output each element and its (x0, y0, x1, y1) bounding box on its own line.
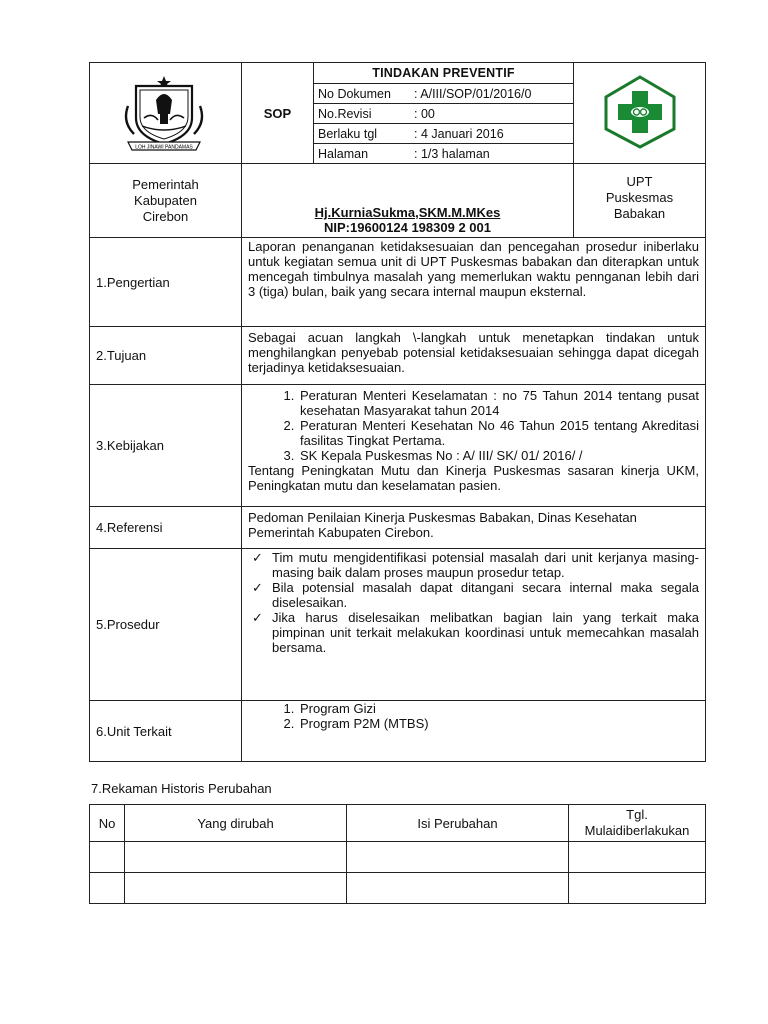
meta-block (314, 63, 574, 164)
signatory-nip: NIP:19600124 198309 2 001 (324, 220, 491, 235)
puskesmas-cross-logo-icon (596, 73, 684, 151)
emblem-motto: LOH JINAWI PANDAMAS (134, 144, 193, 150)
history-section-title: 7.Rekaman Historis Perubahan (91, 781, 272, 796)
list-item: 1. Program Gizi (298, 701, 699, 716)
signatory-block (242, 164, 574, 238)
unit-terkait-list (248, 701, 699, 731)
meta-row-revisi: No.Revisi : 00 (314, 104, 573, 124)
referensi-text: Pedoman Penilaian Kinerja Puskesmas Babakan, Dinas Kesehatan Pemerintah Kabupaten Cirebon. (242, 507, 706, 549)
table-row (90, 873, 706, 904)
meta-row-berlaku: Berlaku tgl : 4 Januari 2016 (314, 124, 573, 144)
table-row (90, 842, 706, 873)
checkmark-icon: ✓ (252, 580, 263, 595)
unit-terkait-label: 6.Unit Terkait (90, 701, 242, 762)
kebijakan-tail: Tentang Peningkatan Mutu dan Kinerja Puskesmas sasaran kinerja UKM, Peningkatan mutu dan keselamatan pasien. (248, 463, 699, 493)
sop-label: SOP (242, 63, 314, 164)
list-item: 2. Program P2M (MTBS) (298, 716, 699, 731)
kebijakan-list (248, 388, 699, 463)
tujuan-text: Sebagai acuan langkah \-langkah untuk menetapkan tindakan untuk menghilangkan penyebab potensial ketidaksesuaian sehingga dapat dicegah terjadinya ketidaksesuaian. (242, 327, 706, 385)
list-item: 1. Peraturan Menteri Keselamatan : no 75 Tahun 2014 tentang pusat kesehatan Masyarakat tahun 2014 (298, 388, 699, 418)
meta-row-dokumen: No Dokumen : A/III/SOP/01/2016/0 (314, 84, 573, 104)
list-item: ✓ Tim mutu mengidentifikasi potensial masalah dari unit kerjanya masing-masing baik dalam proses maupun prosedur tetap. (252, 550, 699, 580)
list-item: ✓ Bila potensial masalah dapat ditangani secara internal maka segala diselesaikan. (252, 580, 699, 610)
sop-document-table (89, 62, 706, 762)
history-table (89, 804, 706, 904)
meta-row-halaman: Halaman : 1/3 halaman (314, 144, 573, 164)
issuer-org: Pemerintah Kabupaten Cirebon (90, 164, 242, 238)
pengertian-text: Laporan penanganan ketidaksesuaian dan pencegahan prosedur iniberlaku untuk kegiatan semua unit di UPT Puskesmas babakan dan diterapkan untuk mencegah timbulnya masalah yang memerlukan waktu pennganan lebih dari 3 (tiga) bulan, baik yang secara internal maupun eksternal. (242, 238, 706, 327)
history-col-no: No (90, 805, 125, 842)
list-item: ✓ Jika harus diselesaikan melibatkan bagian lain yang terkait maka pimpinan unit terkait melakukan koordinasi untuk memecahkan masalah bersama. (252, 610, 699, 655)
list-item: 3. SK Kepala Puskesmas No : A/ III/ SK/ 01/ 2016/ / (298, 448, 699, 463)
unit-org: UPT Puskesmas Babakan (574, 164, 706, 238)
signatory-name: Hj.KurniaSukma,SKM.M.MKes (314, 205, 501, 220)
prosedur-list (248, 550, 699, 655)
prosedur-content (242, 549, 706, 701)
document-title: TINDAKAN PREVENTIF (314, 63, 573, 84)
list-item: 2. Peraturan Menteri Kesehatan No 46 Tahun 2015 tentang Akreditasi fasilitas Tingkat Pertama. (298, 418, 699, 448)
history-col-isi-perubahan: Isi Perubahan (347, 805, 569, 842)
referensi-label: 4.Referensi (90, 507, 242, 549)
tujuan-label: 2.Tujuan (90, 327, 242, 385)
history-col-tgl: Tgl. Mulaidiberlakukan (569, 805, 706, 842)
kebijakan-content (242, 385, 706, 507)
regency-emblem-icon (118, 70, 214, 154)
pengertian-label: 1.Pengertian (90, 238, 242, 327)
prosedur-label: 5.Prosedur (90, 549, 242, 701)
unit-terkait-content (242, 701, 706, 762)
checkmark-icon: ✓ (252, 550, 263, 565)
kebijakan-label: 3.Kebijakan (90, 385, 242, 507)
checkmark-icon: ✓ (252, 610, 263, 625)
puskesmas-logo-cell (574, 63, 706, 164)
history-col-yang-dirubah: Yang dirubah (125, 805, 347, 842)
regency-emblem-cell (90, 63, 242, 164)
